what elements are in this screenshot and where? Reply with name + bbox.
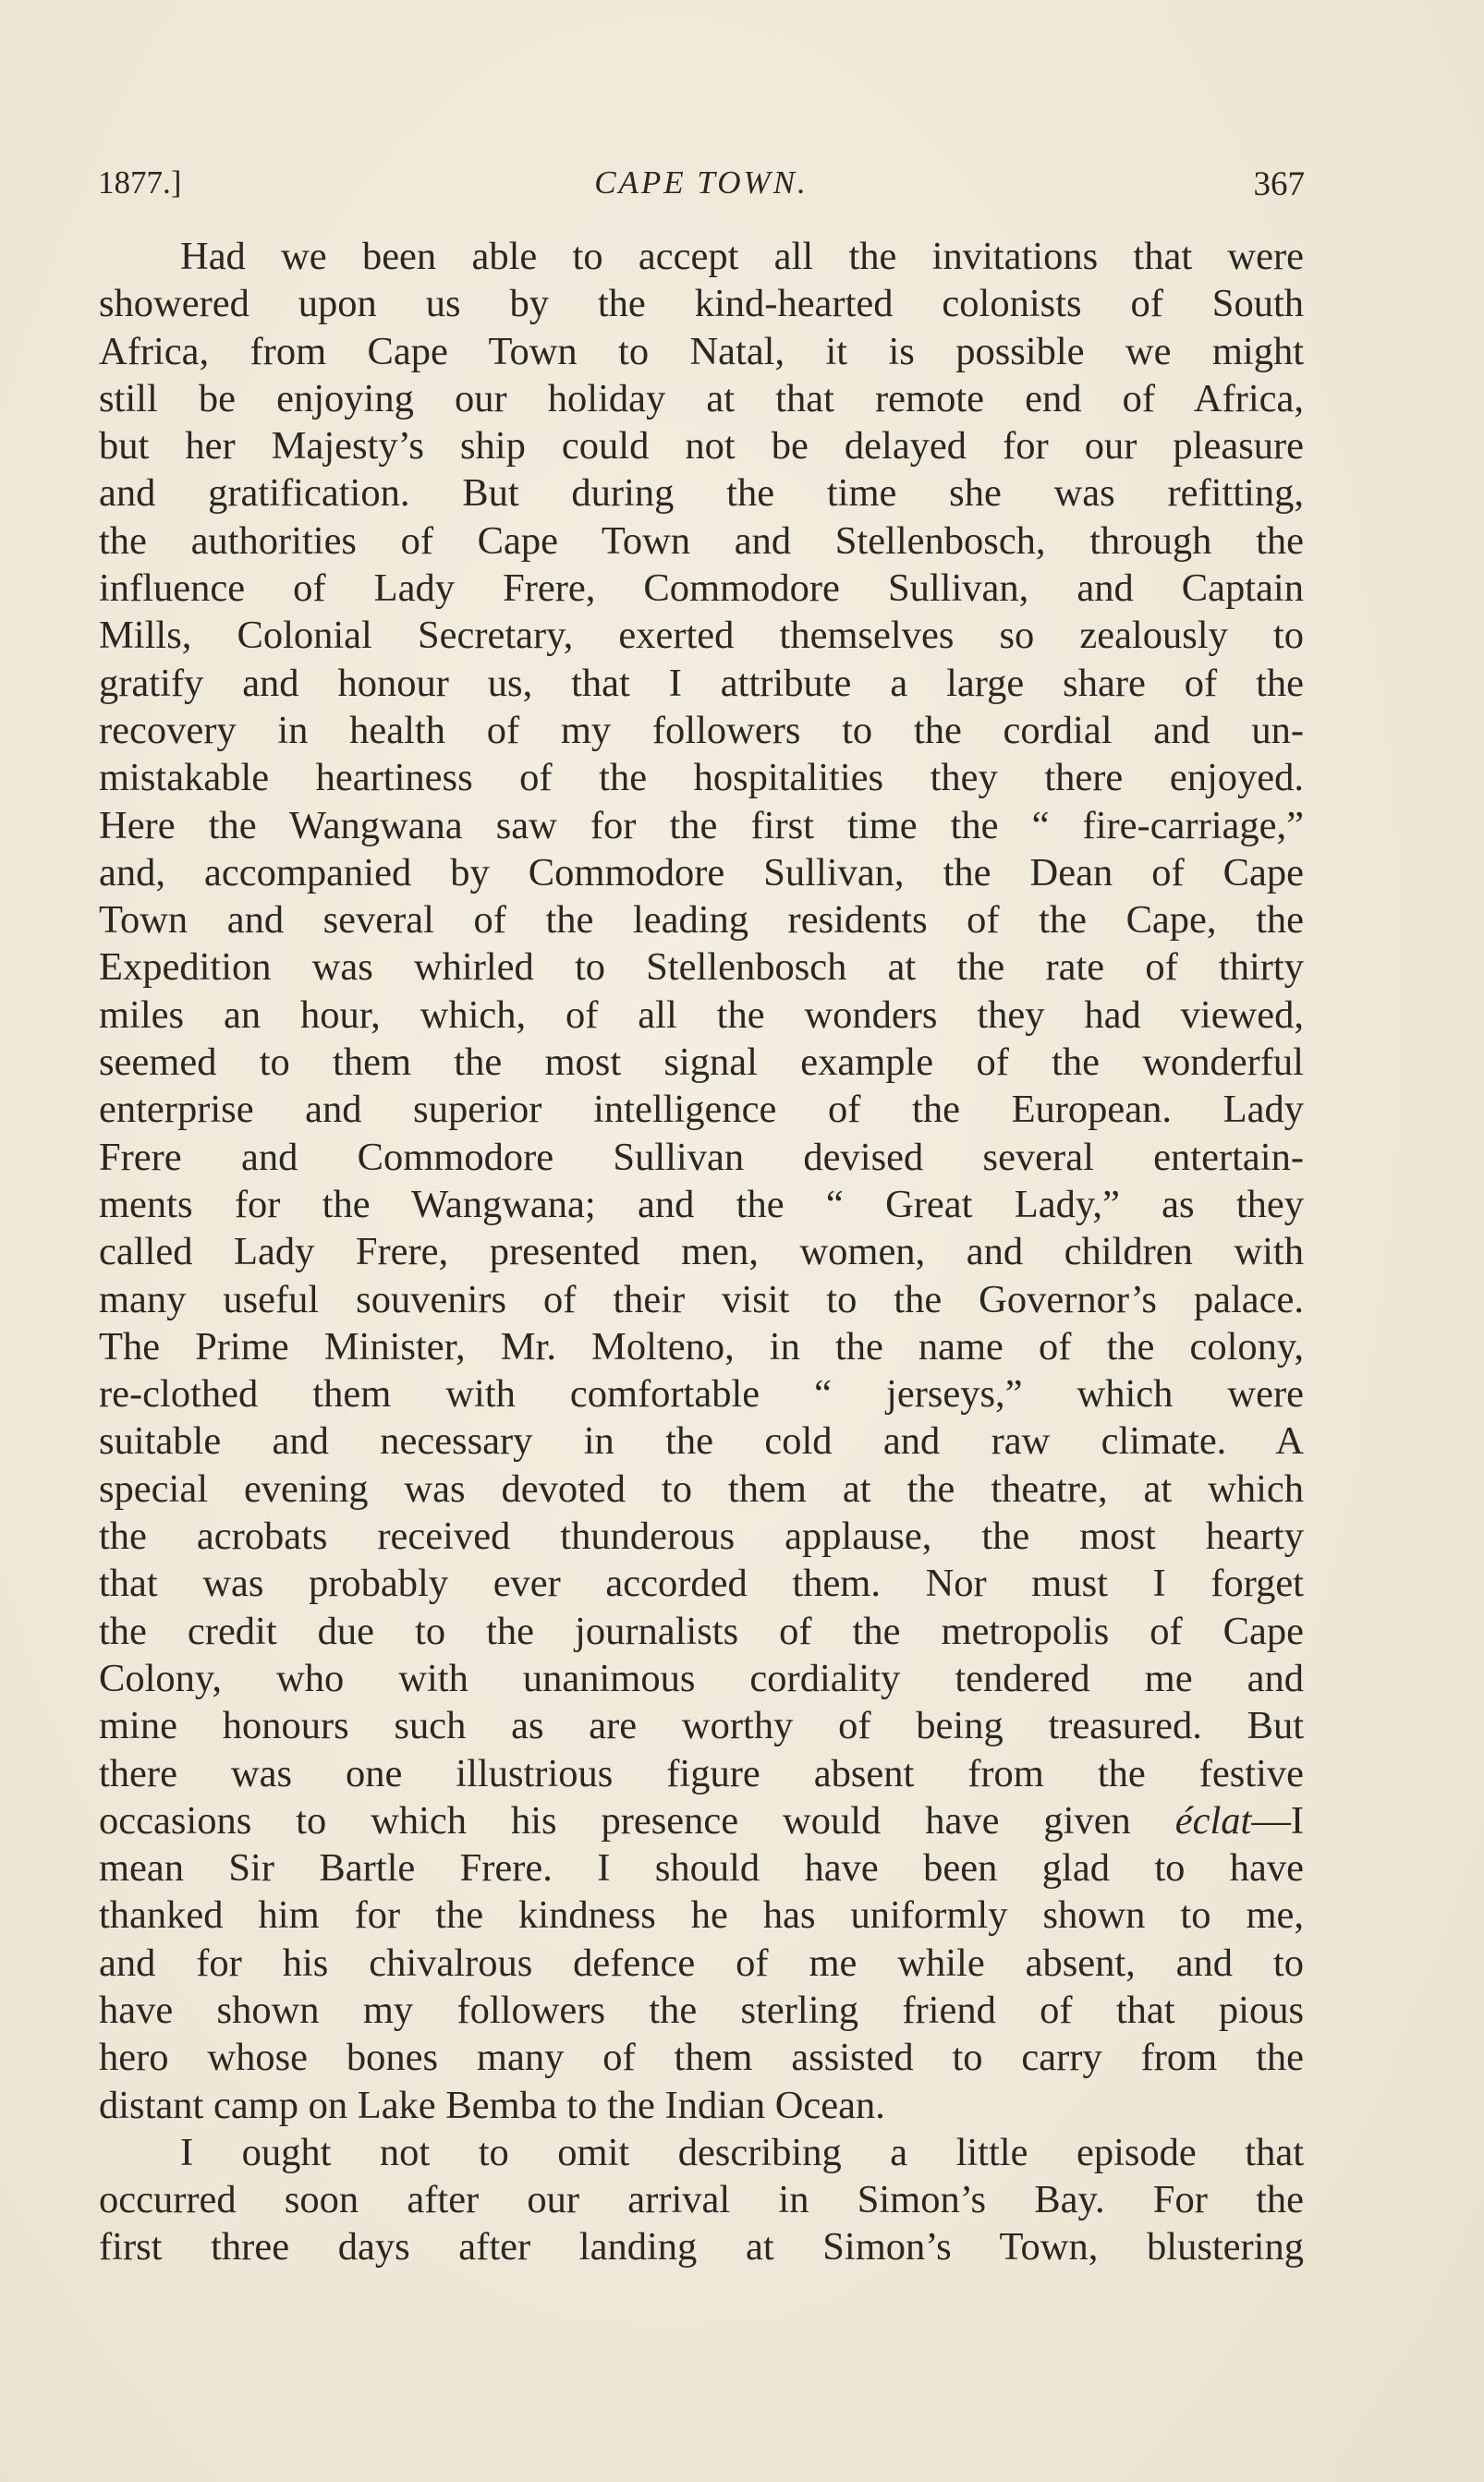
text-line: called Lady Frere, presented men, women, and children with — [99, 1230, 1304, 1274]
text-line: influence of Lady Frere, Commodore Sullivan, and Captain — [99, 566, 1304, 611]
text-line: and, accompanied by Commodore Sullivan, the Dean of Cape — [99, 850, 1304, 894]
text-line: distant camp on Lake Bemba to the Indian Ocean. — [99, 2083, 885, 2127]
text-line: The Prime Minister, Mr. Molteno, in the name of the colony, — [99, 1324, 1304, 1369]
text-line: Expedition was whirled to Stellenbosch at the rate of thirty — [99, 945, 1304, 990]
text-line: have shown my followers the sterling friend of that pious — [99, 1988, 1304, 2032]
text-line: mean Sir Bartle Frere. I should have been glad to have — [99, 1846, 1304, 1891]
text-line: enterprise and superior intelligence of the European. Lady — [99, 1088, 1304, 1132]
text-line: recovery in health of my followers to the cordial and un- — [99, 708, 1304, 752]
running-title: CAPE TOWN. — [594, 164, 809, 201]
text-line: Frere and Commodore Sullivan devised several entertain- — [99, 1135, 1304, 1179]
text-line: Had we been able to accept all the invitations that were — [180, 235, 1304, 278]
text-line: showered upon us by the kind-hearted colonists of South — [99, 282, 1304, 326]
text-line: Town and several of the leading residents of the Cape, the — [99, 898, 1304, 943]
text-line: miles an hour, which, of all the wonders they had viewed, — [99, 992, 1304, 1037]
header-year: 1877.] — [98, 164, 182, 201]
text-line: Here the Wangwana saw for the first time the “ fire-carriage,” — [99, 803, 1304, 847]
text-line: the credit due to the journalists of the metropolis of Cape — [99, 1609, 1304, 1653]
body-text — [99, 233, 1304, 2271]
text-line: occasions to which his presence would have given éclat—I — [99, 1798, 1304, 1843]
text-line: suitable and necessary in the cold and raw climate. A — [99, 1419, 1304, 1464]
text-line: Africa, from Cape Town to Natal, it is possible we might — [99, 329, 1304, 373]
text-line: seemed to them the most signal example of the wonderful — [99, 1040, 1304, 1085]
text-line: the acrobats received thunderous applause, the most hearty — [99, 1515, 1304, 1559]
text-line: first three days after landing at Simon’s Town, blustering — [99, 2225, 1304, 2269]
text-line: the authorities of Cape Town and Stellenbosch, through the — [99, 518, 1304, 563]
text-line: mine honours such as are worthy of being treasured. But — [99, 1704, 1304, 1748]
running-header — [98, 157, 1305, 213]
text-line: occurred soon after our arrival in Simon’s Bay. For the — [99, 2178, 1304, 2222]
text-line: many useful souvenirs of their visit to the Governor’s palace. — [99, 1277, 1304, 1321]
text-line: Colony, who with unanimous cordiality tendered me and — [99, 1656, 1304, 1700]
text-line: mistakable heartiness of the hospitalities they there enjoyed. — [99, 756, 1304, 800]
text-line: Mills, Colonial Secretary, exerted themselves so zealously to — [99, 614, 1304, 658]
text-line: but her Majesty’s ship could not be delayed for our pleasure — [99, 424, 1304, 468]
text-line: that was probably ever accorded them. Nor must I forget — [99, 1562, 1304, 1606]
page-number: 367 — [1253, 165, 1305, 203]
paragraph — [99, 2129, 1304, 2271]
text-line: re-clothed them with comfortable “ jerseys,” which were — [99, 1372, 1304, 1417]
text-line: hero whose bones many of them assisted to carry from the — [99, 2036, 1304, 2080]
text-line: and for his chivalrous defence of me while absent, and to — [99, 1941, 1304, 1985]
text-line: there was one illustrious figure absent from the festive — [99, 1751, 1304, 1795]
text-line: gratify and honour us, that I attribute a large share of the — [99, 661, 1304, 705]
text-line: special evening was devoted to them at the theatre, at which — [99, 1466, 1304, 1511]
text-line: still be enjoying our holiday at that remote end of Africa, — [99, 376, 1304, 420]
text-line: I ought not to omit describing a little episode that — [180, 2130, 1304, 2174]
paragraph — [99, 233, 1304, 2129]
text-line: and gratification. But during the time she was refitting, — [99, 471, 1304, 516]
text-line: thanked him for the kindness he has uniformly shown to me, — [99, 1893, 1304, 1938]
text-line: ments for the Wangwana; and the “ Great Lady,” as they — [99, 1182, 1304, 1226]
